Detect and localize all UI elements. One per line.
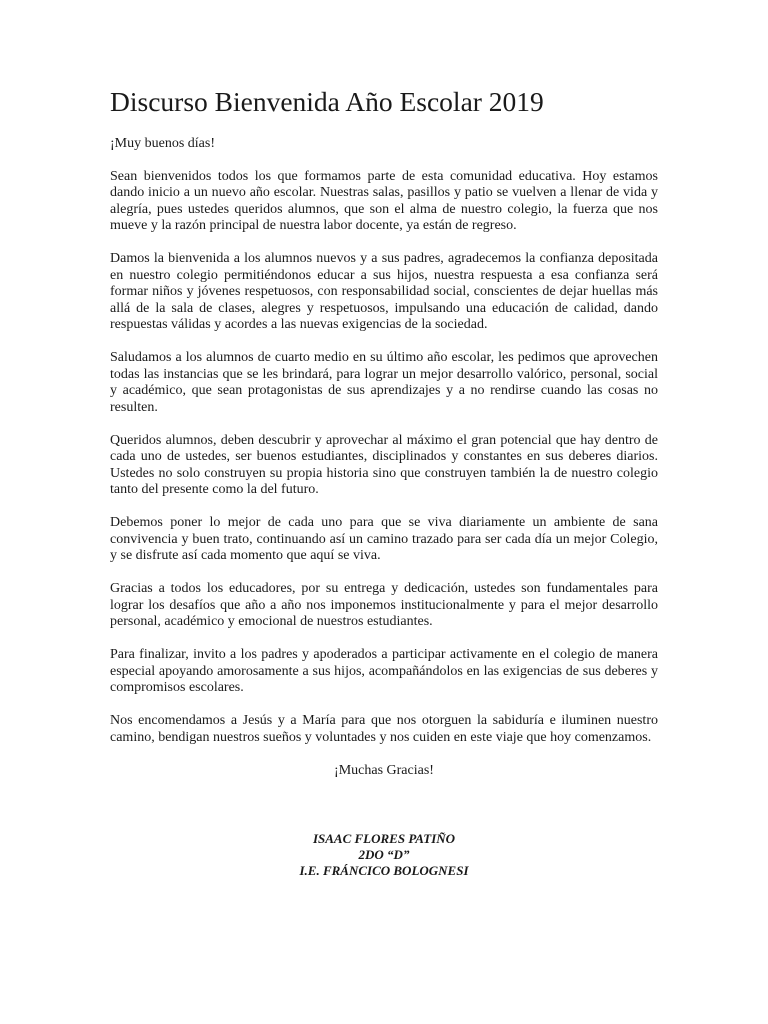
paragraph-3: Saludamos a los alumnos de cuarto medio en su último año escolar, les pedimos que aprovechen todas las instancias que se les brindará, para lograr un mejor desarrollo valórico, personal, social y académico, que sean protagonistas de sus aprendizajes y a no rendirse cuando las cosas no resulten. bbox=[110, 350, 658, 415]
paragraph-2: Damos la bienvenida a los alumnos nuevos y a sus padres, agradecemos la confianza depositada en nuestro colegio permitiéndonos educar a sus hijos, nuestra respuesta a esa confianza será formar niños y jóvenes respetuosos, con responsabilidad social, conscientes de dejar huellas más allá de la sala de clases, alegres y respetuosos, impulsando una educación de calidad, dando respuestas válidas y acordes a las nuevas exigencias de la sociedad. bbox=[110, 251, 658, 332]
signature-school: I.E. FRÁNCICO BOLOGNESI bbox=[299, 863, 469, 878]
signature-grade: 2DO “D” bbox=[358, 847, 410, 862]
signature-name: ISAAC FLORES PATIÑO bbox=[312, 831, 456, 846]
signature-block bbox=[110, 831, 658, 879]
paragraph-7: Para finalizar, invito a los padres y apoderados a participar activamente en el colegio de manera especial apoyando amorosamente a sus hijos, acompañándolos en las exigencias de sus deberes y compromisos escolares. bbox=[110, 647, 658, 695]
greeting: ¡Muy buenos días! bbox=[110, 136, 215, 151]
document-page bbox=[110, 82, 658, 879]
closing-thanks: ¡Muchas Gracias! bbox=[334, 762, 434, 778]
paragraph-1: Sean bienvenidos todos los que formamos parte de esta comunidad educativa. Hoy estamos dando inicio a un nuevo año escolar. Nuestras salas, pasillos y patio se vuelven a llenar de vida y alegría, pues ustedes queridos alumnos, que son el alma de nuestro colegio, la fuerza que nos mueve y la razón principal de nuestra labor docente, ya están de regreso. bbox=[110, 168, 658, 233]
paragraph-6: Gracias a todos los educadores, por su entrega y dedicación, ustedes son fundamentales para lograr los desafíos que año a año nos imponemos institucionalmente y para el mejor desarrollo personal, académico y emocional de nuestros estudiantes. bbox=[110, 581, 658, 629]
document-title: Discurso Bienvenida Año Escolar 2019 bbox=[110, 86, 544, 117]
paragraph-4: Queridos alumnos, deben descubrir y aprovechar al máximo el gran potencial que hay dentro de cada uno de ustedes, ser buenos estudiantes, disciplinados y constantes en sus deberes diarios. Ustedes no solo construyen su propia historia sino que construyen también la de nuestro colegio tanto del presente como la del futuro. bbox=[110, 432, 658, 497]
paragraph-8: Nos encomendamos a Jesús y a María para que nos otorguen la sabiduría e iluminen nuestro camino, bendigan nuestros sueños y voluntades y nos cuiden en este viaje que hoy comenzamos. bbox=[110, 713, 658, 745]
paragraph-5: Debemos poner lo mejor de cada uno para que se viva diariamente un ambiente de sana convivencia y buen trato, continuando así un camino trazado para ser cada día un mejor Colegio, y se disfrute así cada momento que aquí se viva. bbox=[110, 515, 658, 563]
